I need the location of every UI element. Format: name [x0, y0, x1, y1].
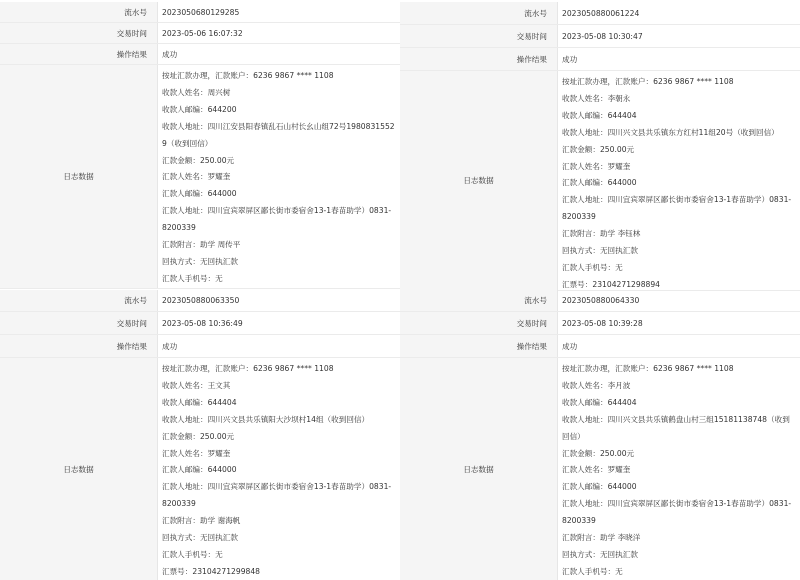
serial-value: 2023050880061224: [562, 8, 640, 18]
log-line-receipt: 回执方式：无回执汇款: [162, 533, 238, 543]
log-line-payee-zip: 收款人邮编：644404: [562, 110, 637, 120]
log-line-payee-name: 收款人姓名：王文其: [162, 380, 231, 390]
result-value: 成功: [562, 54, 578, 64]
result-label: 操作结果: [0, 335, 158, 357]
serial-label: 流水号: [0, 2, 158, 22]
log-line-note: 汇款附言：助学 周传平: [162, 240, 241, 250]
log-label: 日志数据: [0, 65, 158, 288]
log-line-remitter-zip: 汇款人邮编：644000: [162, 465, 237, 475]
log-line-amount: 汇款金额：250.00元: [162, 155, 235, 165]
log-line-payee-addr: 收款人地址：四川兴文县共乐镇鹤盘山村三组15181138748（收到回信）: [562, 414, 790, 441]
log-label: 日志数据: [400, 71, 558, 290]
log-line-header: 按址汇款办理，汇款账户：6236 9867 **** 1108: [162, 71, 334, 80]
log-line-note: 汇款附言：助学 谢海帆: [162, 516, 241, 526]
result-row: [400, 48, 800, 71]
log-line-phone: 汇款人手机号：无: [562, 262, 623, 272]
log-line-payee-zip: 收款人邮编：644404: [162, 397, 237, 407]
log-label: 日志数据: [0, 358, 158, 580]
log-content: [158, 358, 400, 580]
log-line-payee-name: 收款人姓名：李月波: [562, 380, 631, 390]
result-value: 成功: [162, 49, 178, 59]
log-line-phone: 汇款人手机号：无: [162, 549, 223, 559]
log-line-payee-addr: 收款人地址：四川兴文县共乐镇阳大沙坝村14组（收到回信）: [162, 414, 370, 424]
serial-row: [400, 290, 800, 312]
log-row: [400, 358, 800, 580]
log-line-remitter-zip: 汇款人邮编：644000: [562, 178, 637, 188]
time-row: [0, 312, 400, 335]
record-1: [0, 2, 400, 289]
record-2: [400, 2, 800, 291]
log-content: [558, 71, 800, 290]
log-line-remitter-addr: 汇款人地址：四川宜宾翠屏区鄙长街市委宿舍13-1春苗助学）0831-8200339: [162, 482, 392, 509]
serial-row: [0, 290, 400, 312]
log-line-payee-zip: 收款人邮编：644404: [562, 397, 637, 407]
result-row: [0, 44, 400, 65]
time-label: 交易时间: [0, 312, 158, 334]
log-line-payee-addr: 收款人地址：四川兴文县共乐镇东方红村11组20号（收到回信）: [562, 127, 779, 137]
log-line-remitter-name: 汇款人姓名：罗耀奎: [162, 448, 231, 458]
serial-value: 2023050880063350: [162, 296, 240, 305]
log-line-header: 按址汇款办理，汇款账户：6236 9867 **** 1108: [562, 364, 734, 373]
log-line-amount: 汇款金额：250.00元: [562, 448, 635, 458]
log-row: [0, 65, 400, 289]
time-row: [400, 312, 800, 335]
log-line-ticket: 汇票号：23104271299848: [162, 566, 261, 576]
log-content: [558, 358, 800, 580]
time-row: [0, 23, 400, 44]
log-line-phone: 汇款人手机号：无: [562, 566, 623, 576]
log-line-ticket: 汇票号：23104271298894: [562, 279, 661, 289]
serial-label: 流水号: [400, 2, 558, 24]
serial-value: 2023050680129285: [162, 7, 240, 17]
log-line-remitter-addr: 汇款人地址：四川宜宾翠屏区鄙长街市委宿舍13-1春苗助学）0831-8200339: [162, 206, 392, 233]
log-line-remitter-zip: 汇款人邮编：644000: [562, 482, 637, 492]
log-line-payee-name: 收款人姓名：李朝永: [562, 93, 631, 103]
result-value: 成功: [162, 341, 178, 351]
log-line-amount: 汇款金额：250.00元: [562, 144, 635, 154]
log-content: [158, 65, 400, 288]
log-row: [0, 358, 400, 580]
time-label: 交易时间: [0, 23, 158, 43]
time-value: 2023-05-06 16:07:32: [162, 28, 243, 38]
serial-label: 流水号: [400, 290, 558, 311]
time-row: [400, 25, 800, 48]
log-line-remitter-name: 汇款人姓名：罗耀奎: [562, 465, 631, 475]
serial-label: 流水号: [0, 290, 158, 311]
log-label: 日志数据: [400, 358, 558, 580]
log-line-receipt: 回执方式：无回执汇款: [162, 256, 238, 266]
time-label: 交易时间: [400, 312, 558, 334]
result-row: [400, 335, 800, 358]
log-line-receipt: 回执方式：无回执汇款: [562, 246, 638, 256]
log-line-receipt: 回执方式：无回执汇款: [562, 549, 638, 559]
time-value: 2023-05-08 10:39:28: [562, 318, 643, 328]
log-line-payee-zip: 收款人邮编：644200: [162, 104, 237, 114]
record-4: [400, 290, 800, 580]
serial-row: [400, 2, 800, 25]
time-value: 2023-05-08 10:30:47: [562, 31, 643, 41]
result-row: [0, 335, 400, 358]
record-3: [0, 290, 400, 580]
result-label: 操作结果: [400, 48, 558, 70]
log-line-note: 汇款附言：助学 李钰林: [562, 229, 641, 239]
log-line-remitter-name: 汇款人姓名：罗耀奎: [162, 172, 231, 182]
log-row: [400, 71, 800, 291]
log-line-header: 按址汇款办理，汇款账户：6236 9867 **** 1108: [162, 364, 334, 373]
log-line-remitter-zip: 汇款人邮编：644000: [162, 189, 237, 199]
log-line-header: 按址汇款办理，汇款账户：6236 9867 **** 1108: [562, 77, 734, 86]
log-line-amount: 汇款金额：250.00元: [162, 431, 235, 441]
log-line-remitter-addr: 汇款人地址：四川宜宾翠屏区鄙长街市委宿舍13-1春苗助学）0831-8200339: [562, 195, 792, 222]
time-label: 交易时间: [400, 25, 558, 47]
time-value: 2023-05-08 10:36:49: [162, 318, 243, 328]
serial-value: 2023050880064330: [562, 296, 640, 305]
result-value: 成功: [562, 341, 578, 351]
log-line-phone: 汇款人手机号：无: [162, 273, 223, 283]
log-line-payee-addr: 收款人地址：四川江安县阳春镇乱石山村长幺山组72号19808315529（收到回信）: [162, 121, 395, 148]
result-label: 操作结果: [400, 335, 558, 357]
log-line-note: 汇款附言：助学 李晓洋: [562, 533, 641, 543]
result-label: 操作结果: [0, 44, 158, 64]
log-line-remitter-addr: 汇款人地址：四川宜宾翠屏区鄙长街市委宿舍13-1春苗助学）0831-8200339: [562, 499, 792, 526]
log-line-payee-name: 收款人姓名：周兴树: [162, 87, 231, 97]
log-line-remitter-name: 汇款人姓名：罗耀奎: [562, 161, 631, 171]
serial-row: [0, 2, 400, 23]
